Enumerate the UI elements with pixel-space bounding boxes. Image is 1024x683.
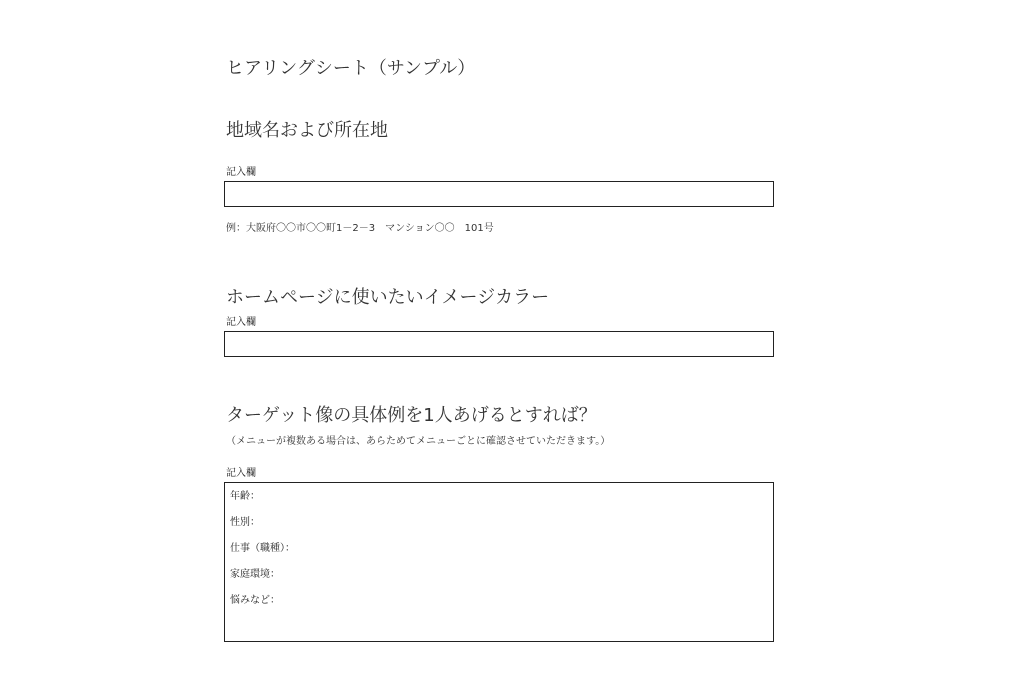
section-title-image-color: ホームページに使いたいイメージカラー <box>226 287 550 308</box>
target-line-family: 家庭環境： <box>230 569 280 580</box>
target-line-concerns: 悩みなど： <box>230 595 280 606</box>
target-line-gender: 性別： <box>230 517 260 528</box>
page-title: ヒアリングシート（サンプル） <box>226 58 476 79</box>
target-line-age: 年齢： <box>230 491 260 502</box>
target-textarea[interactable] <box>224 482 774 642</box>
image-color-input[interactable] <box>224 331 774 357</box>
field-label-image-color: 記入欄 <box>226 317 256 328</box>
section-title-location: 地域名および所在地 <box>226 120 388 141</box>
section-title-target: ターゲット像の具体例を1人あげるとすれば？ <box>226 405 597 426</box>
location-input[interactable] <box>224 181 774 207</box>
target-note: （メニューが複数ある場合は、あらためてメニューごとに確認させていただきます。） <box>226 436 611 447</box>
location-example: 例：大阪府〇〇市〇〇町1－2－3 マンション〇〇 101号 <box>226 223 494 234</box>
target-line-occupation: 仕事（職種）： <box>230 543 295 554</box>
field-label-location: 記入欄 <box>226 167 256 178</box>
field-label-target: 記入欄 <box>226 468 256 479</box>
